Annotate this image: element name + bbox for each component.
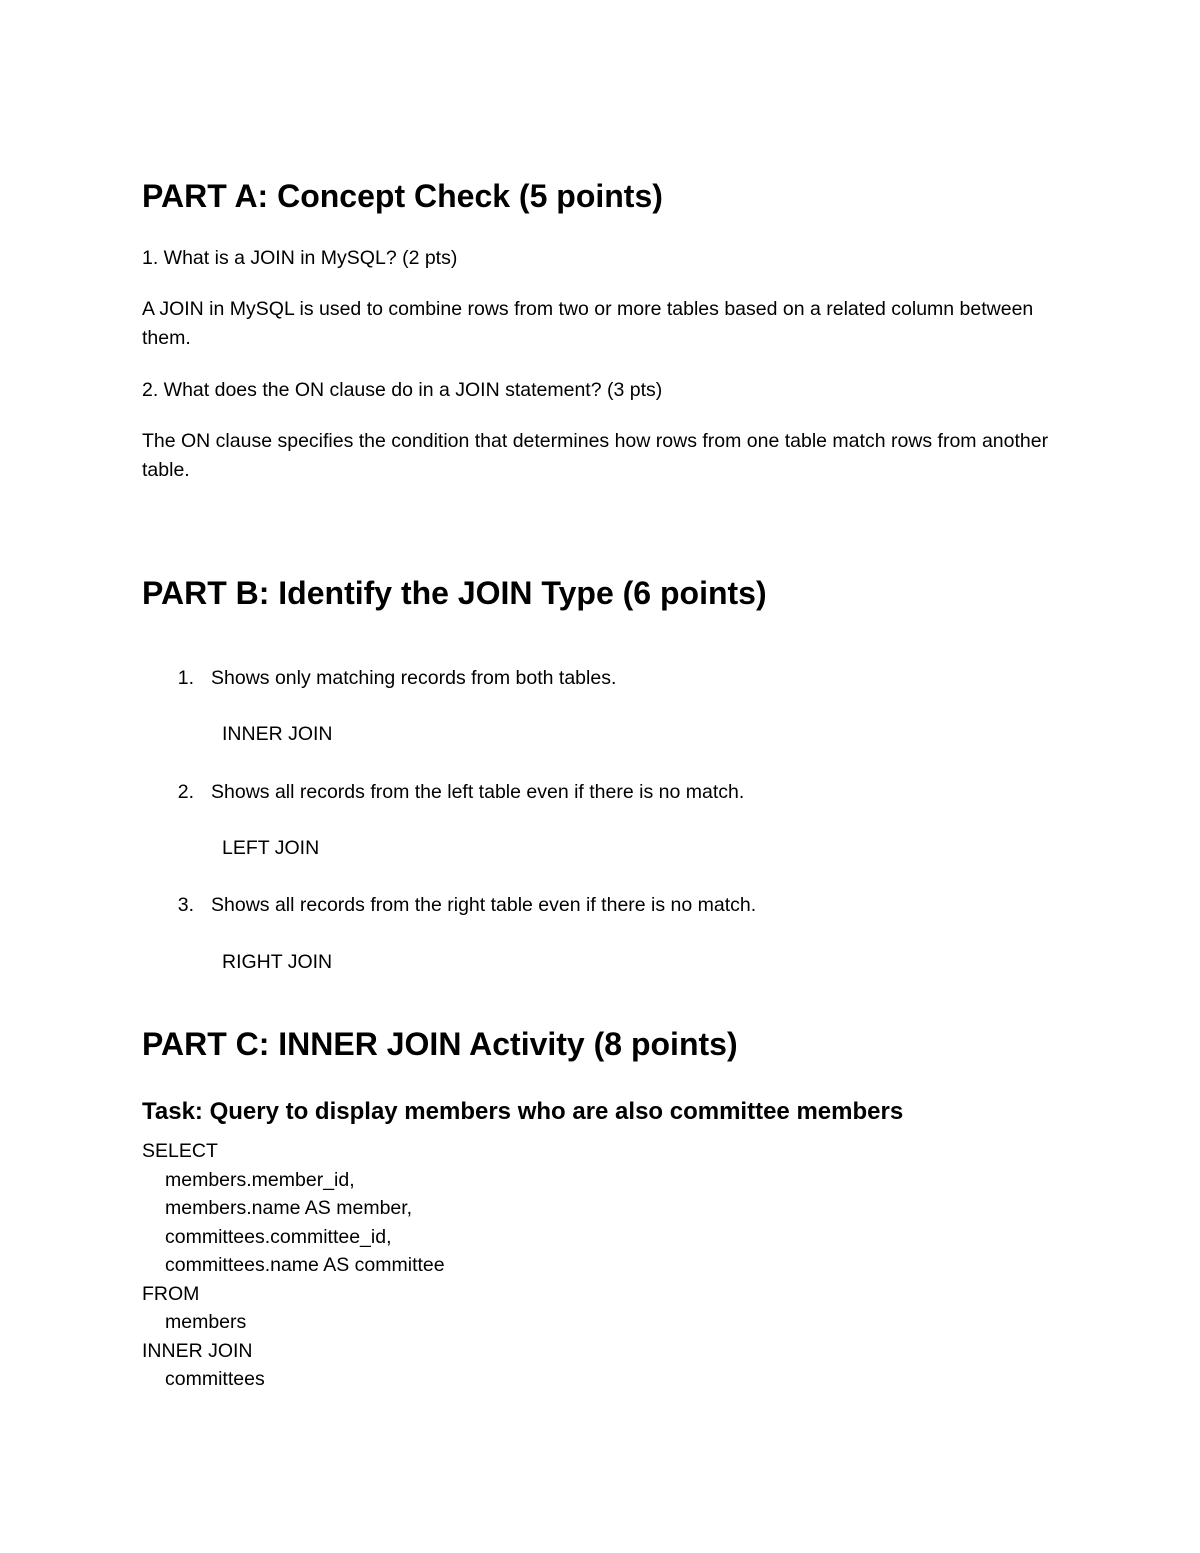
code-line: members.member_id,	[165, 1169, 355, 1191]
code-line: INNER JOIN	[142, 1340, 253, 1362]
part-b-item-1-text: Shows only matching records from both tables.	[211, 667, 617, 689]
code-line: committees.name AS committee	[165, 1254, 445, 1276]
part-b-item-2-answer: LEFT JOIN	[222, 837, 320, 859]
code-line: SELECT	[142, 1140, 218, 1162]
code-line: members.name AS member,	[165, 1197, 413, 1219]
part-b-item-3-answer: RIGHT JOIN	[222, 951, 333, 973]
part-b-item-2-number: 2.	[177, 781, 194, 803]
part-b-item-3-text: Shows all records from the right table even if there is no match.	[211, 894, 757, 916]
code-line: committees.committee_id,	[165, 1226, 392, 1248]
code-line: committees	[165, 1368, 265, 1390]
part-b-item-3-number: 3.	[177, 894, 194, 916]
part-a-question-1: 1. What is a JOIN in MySQL? (2 pts)	[142, 247, 458, 269]
part-a-answer-1: A JOIN in MySQL is used to combine rows from two or more tables based on a related column between them.	[142, 298, 1034, 349]
part-c-task-heading: Task: Query to display members who are also committee members	[142, 1098, 904, 1125]
part-c-heading: PART C: INNER JOIN Activity (8 points)	[142, 1026, 738, 1062]
part-a-answer-2: The ON clause specifies the condition that determines how rows from one table match rows from another table.	[142, 430, 1049, 481]
code-line: members	[165, 1311, 247, 1333]
part-b-heading: PART B: Identify the JOIN Type (6 points)	[142, 575, 767, 611]
part-b-item-2-text: Shows all records from the left table even if there is no match.	[211, 781, 745, 803]
part-a-question-2: 2. What does the ON clause do in a JOIN statement? (3 pts)	[142, 379, 663, 401]
part-b-item-1-answer: INNER JOIN	[222, 723, 333, 745]
part-a-heading: PART A: Concept Check (5 points)	[142, 178, 663, 214]
code-line: FROM	[142, 1283, 200, 1305]
part-b-item-1-number: 1.	[177, 667, 194, 689]
